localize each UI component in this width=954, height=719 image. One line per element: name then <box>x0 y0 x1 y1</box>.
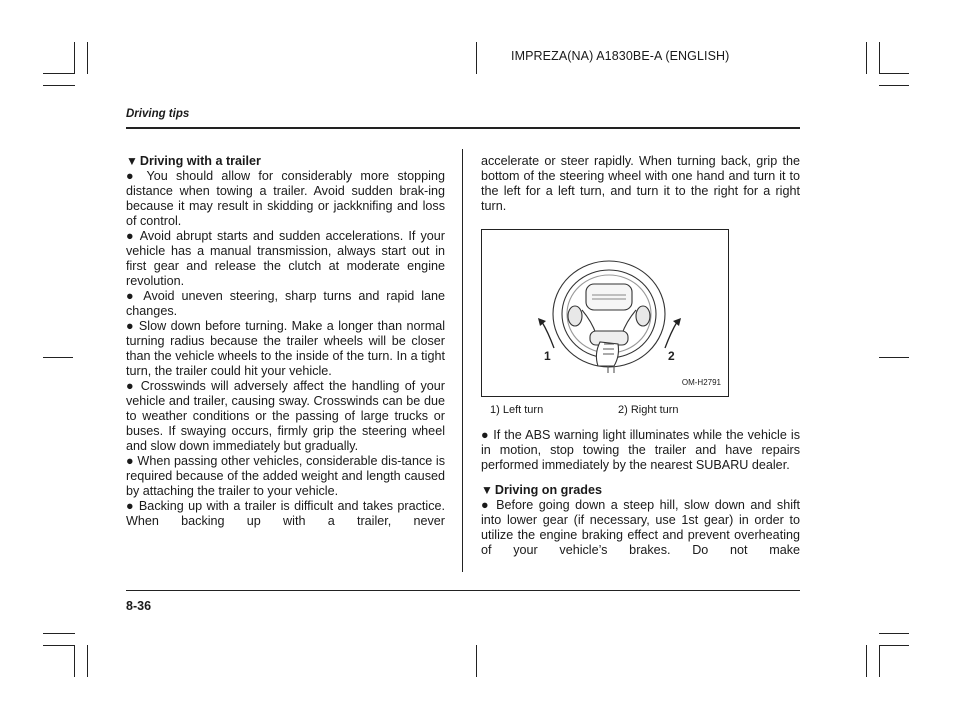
crop-mark <box>476 645 477 677</box>
crop-mark <box>87 42 88 74</box>
left-column <box>126 154 445 529</box>
crop-mark <box>879 357 909 358</box>
crop-mark <box>879 633 909 634</box>
crop-mark <box>866 42 867 74</box>
crop-mark <box>43 357 73 358</box>
document-code: IMPREZA(NA) A1830BE-A (ENGLISH) <box>511 49 730 63</box>
heading-trailer <box>126 154 445 169</box>
continuation-paragraph: accelerate or steer rapidly. When turning back, grip the bottom of the steering wheel with one hand and turn it to the left for a left turn, and turn it to the right for a right turn. <box>481 154 800 213</box>
bullet-paragraph: ● Avoid abrupt starts and sudden accelerations. If your vehicle has a manual transmission, always start out in first gear and release the clutch at moderate engine revolution. <box>126 229 445 288</box>
crop-mark <box>43 73 75 74</box>
crop-mark <box>879 645 909 646</box>
figure-label-1: 1 <box>544 349 551 363</box>
heading-grades <box>481 483 800 498</box>
grades-bullet-paragraph: ● Before going down a steep hill, slow down and shift into lower gear (if necessary, use 1st gear) in order to utilize the engine braking effect and prevent overheating of your vehicle’s brakes. Do not make <box>481 498 800 557</box>
crop-mark <box>879 645 880 677</box>
right-column <box>481 154 800 558</box>
crop-mark <box>87 645 88 677</box>
header-rule <box>126 127 800 129</box>
crop-mark <box>476 42 477 74</box>
section-title: Driving tips <box>126 108 190 120</box>
crop-mark <box>43 645 75 646</box>
crop-mark <box>879 73 909 74</box>
abs-bullet-paragraph: ● If the ABS warning light illuminates while the vehicle is in motion, stop towing the trailer and have repairs performed immediately by the nearest SUBARU dealer. <box>481 428 800 472</box>
footer-rule <box>126 590 800 591</box>
bullet-paragraph: ● Slow down before turning. Make a longer than normal turning radius because the trailer wheels will be closer than the vehicle wheels to the inside of the turn. In a tight turn, the trailer could hit your vehicle. <box>126 319 445 378</box>
crop-mark <box>43 85 75 86</box>
caption-right-turn: 2) Right turn <box>618 404 679 416</box>
figure-label-2: 2 <box>668 349 675 363</box>
steering-wheel-illustration <box>482 230 728 396</box>
crop-mark <box>43 633 75 634</box>
bullet-paragraph: ● You should allow for considerably more stopping distance when towing a trailer. Avoid sudden brak-ing because it may result in skidding or jackknifing and loss of control. <box>126 169 445 228</box>
heading-grades-text: Driving on grades <box>494 483 602 497</box>
heading-trailer-text: Driving with a trailer <box>139 154 261 168</box>
crop-mark <box>879 42 880 74</box>
crop-mark <box>879 85 909 86</box>
bullet-paragraph: ● Avoid uneven steering, sharp turns and rapid lane changes. <box>126 289 445 318</box>
crop-mark <box>866 645 867 677</box>
page-number: 8-36 <box>126 599 152 613</box>
steering-wheel-figure <box>481 229 729 397</box>
bullet-paragraph: ● Backing up with a trailer is difficult and takes practice. When backing up with a trailer, never <box>126 499 445 528</box>
bullet-paragraph: ● When passing other vehicles, considerable dis-tance is required because of the added weight and length caused by attaching the trailer to your vehicle. <box>126 454 445 498</box>
triangle-marker-icon: ▼ <box>481 483 493 497</box>
crop-mark <box>74 645 75 677</box>
caption-left-turn: 1) Left turn <box>490 404 544 416</box>
figure-captions <box>490 403 800 418</box>
column-divider <box>462 149 463 572</box>
bullet-paragraph: ● Crosswinds will adversely affect the handling of your vehicle and trailer, causing sway. Crosswinds can be due to weather conditions or the passing of large trucks or buses. If swaying occurs, firmly grip the steering wheel and slow down immediately but gradually. <box>126 379 445 453</box>
triangle-marker-icon: ▼ <box>126 154 138 168</box>
figure-code: OM-H2791 <box>681 378 721 387</box>
crop-mark <box>74 42 75 74</box>
